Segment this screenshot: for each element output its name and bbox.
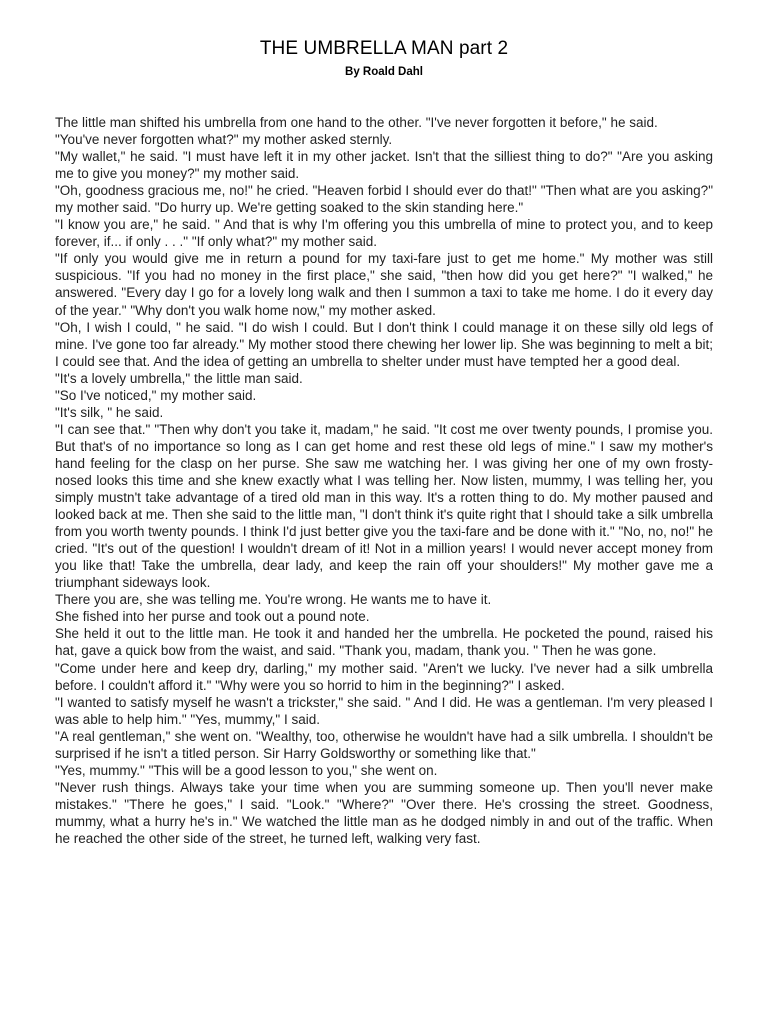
paragraph: "Yes, mummy." "This will be a good lesson to you," she went on. [55,762,438,778]
paragraph: "I can see that." "Then why don't you take it, madam," he said. "It cost me over twenty pounds, I promise you. But that's of no importance so long as I can get home and rest these old legs of mine." I saw my mother's hand feeling for the clasp on her purse. She saw me watching her. I was giving her one of my own frosty-nosed looks this time and she knew exactly what I was telling her. Now listen, mummy, I was telling her, you simply mustn't take advantage of a tired old man in this way. It's a rotten thing to do. My mother paused and looked back at me. Then she said to the little man, "I don't think it's quite right that I should take a silk umbrella from you worth twenty pounds. I think I'd just better give you the taxi-fare and be done with it." "No, no, no!" he cried. "It's out of the question! I wouldn't dream of it! Not in a million years! I would never accept money from you like that! Take the umbrella, dear lady, and keep the rain off your shoulders!" My mother gave me a triumphant sideways look. [55,421,713,591]
paragraph: "I know you are," he said. " And that is why I'm offering you this umbrella of mine to protect you, and to keep forever, if... if only . . ." "If only what?" my mother said. [55,217,713,250]
paragraph: "Oh, goodness gracious me, no!" he cried. "Heaven forbid I should ever do that!" "Then what are you asking?" my mother said. "Do hurry up. We're getting soaked to the skin standing here." [55,183,713,216]
paragraph: "It's a lovely umbrella," the little man said. [55,370,303,386]
paragraph: "If only you would give me in return a pound for my taxi-fare just to get me home." My mother was still suspicious. "If you had no money in the first place," she said, "then how did you get here?" "I walked," he answered. "Every day I go for a lovely long walk and then I summon a taxi to take me home. I do it every day of the year." "Why don't you walk home now," my mother asked. [55,251,713,318]
paragraph: The little man shifted his umbrella from one hand to the other. "I've never forgotten it before," he said. [55,115,658,130]
paragraph: She held it out to the little man. He took it and handed her the umbrella. He pocketed the pound, raised his hat, gave a quick bow from the waist, and said. "Thank you, madam, thank you. " Then he was gone. [55,626,713,659]
paragraph: "I wanted to satisfy myself he wasn't a trickster," she said. " And I did. He was a gentleman. I'm very pleased I was able to help him." "Yes, mummy," I said. [55,694,713,727]
document-title: THE UMBRELLA MAN part 2 [259,38,509,59]
paragraph: "So I've noticed," my mother said. [55,387,257,403]
paragraph: "Come under here and keep dry, darling," my mother said. "Aren't we lucky. I've never had a silk umbrella before. I couldn't afford it." "Why were you so horrid to him in the beginning?" I asked. [55,660,713,693]
paragraph: "You've never forgotten what?" my mother asked sternly. [55,132,393,148]
story-body [55,114,713,847]
paragraph: "My wallet," he said. "I must have left it in my other jacket. Isn't that the silliest thing to do?" "Are you asking me to give you money?" my mother said. [55,149,713,182]
paragraph: She fished into her purse and took out a pound note. [55,609,370,625]
paragraph: "It's silk, " he said. [55,404,164,420]
paragraph: "Oh, I wish I could, " he said. "I do wish I could. But I don't think I could manage it on these silly old legs of mine. I've gone too far already." My mother stood there chewing her lower lip. She was beginning to melt a bit; I could see that. And the idea of getting an umbrella to shelter under must have tempted her a good deal. [55,319,713,369]
paragraph: "A real gentleman," she went on. "Wealthy, too, otherwise he wouldn't have had a silk umbrella. I shouldn't be surprised if he isn't a titled person. Sir Harry Goldsworthy or something like that." [55,728,713,761]
paragraph: There you are, she was telling me. You're wrong. He wants me to have it. [55,592,492,608]
paragraph: "Never rush things. Always take your time when you are summing someone up. Then you'll never make mistakes." "There he goes," I said. "Look." "Where?" "Over there. He's crossing the street. Goodness, mummy, what a hurry he's in." We watched the little man as he dodged nimbly in and out of the traffic. When he reached the other side of the street, he turned left, walking very fast. [55,779,713,846]
author-byline: By Roald Dahl [345,66,423,78]
